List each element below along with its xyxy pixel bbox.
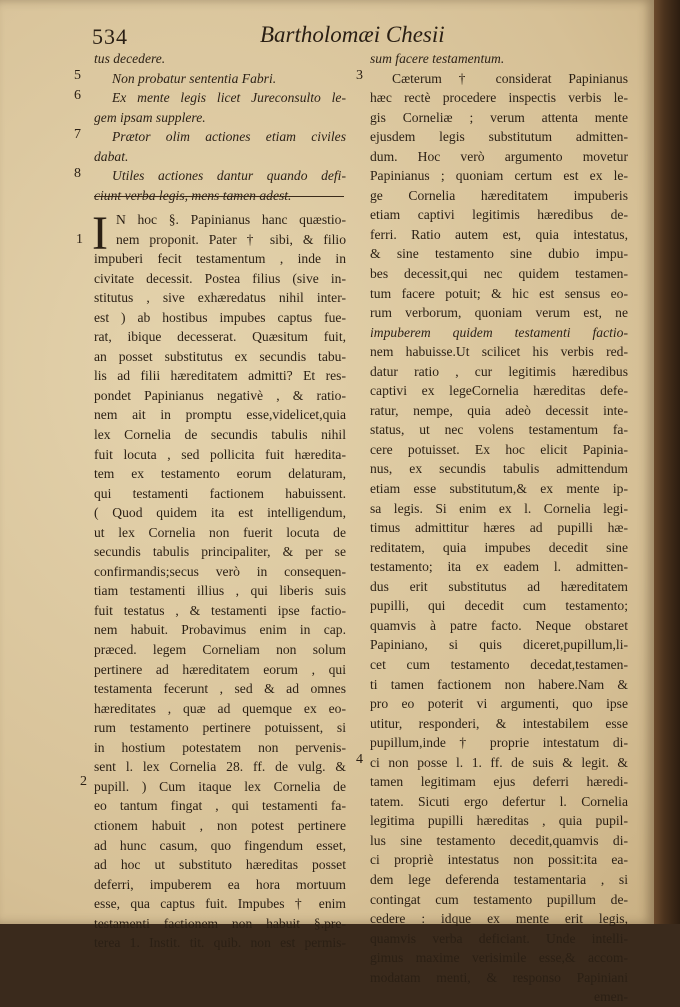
- text-line: ti tamen factionem non habere.Nam &: [370, 676, 628, 692]
- text-line: ge Cornelia hæreditatem impuberis: [370, 187, 628, 203]
- section-divider: [94, 196, 344, 197]
- text-line: tiam testamenti illius , qui liberis suis: [94, 583, 346, 599]
- text-line: contingat cum testamento pupillum de-: [370, 891, 628, 907]
- text-line: civitate decessit. Postea filius (sive in-: [94, 270, 346, 286]
- text-line: impuberem quidem testamenti factio-: [370, 324, 628, 340]
- right-body-text: [370, 49, 628, 1007]
- text-line: stitutus , sive exhæredatus nihil inter-: [94, 290, 346, 306]
- text-line: dus erit substitutus ad hæreditatem: [370, 578, 628, 594]
- text-line: pupilli, qui decedit cum testamento;: [370, 598, 628, 614]
- text-line: in hostium potestatem non pervenis-: [94, 739, 346, 755]
- text-line: impuberi fecit testamentum , inde in: [94, 251, 346, 267]
- text-line: bes decessit,qui nec quidem testamen-: [370, 266, 628, 282]
- summary-line: dabat.: [94, 148, 129, 164]
- text-line: rat, ibique decesserat. Quæsitum fuit,: [94, 329, 346, 345]
- summary-line: ciunt verba legis, mens tamen adest.: [94, 187, 292, 203]
- margin-number: 3: [356, 68, 363, 83]
- text-line: tum facere potuit; & hic est sensus eo-: [370, 285, 628, 301]
- text-line: lus sine testamento decedit,quamvis di-: [370, 832, 628, 848]
- text-line: pertinere ad hæreditatem eorum , qui: [94, 661, 346, 677]
- text-line: rum testamento pertinere potuissent, si: [94, 720, 346, 736]
- text-line: dem lege deferenda testamentaria , si: [370, 871, 628, 887]
- summary-number: 6: [74, 88, 81, 103]
- text-line: lis ad filii hæreditatem admitti? Et res-: [94, 368, 346, 384]
- text-line: cedere : idque ex mente erit legis,: [370, 911, 628, 927]
- text-line: modatam menti, & responso Papiniani: [370, 969, 628, 985]
- text-line: tatem. Sicuti ergo defertur l. Cornelia: [370, 793, 628, 809]
- text-line: ejusdem legis substitutum admitten-: [370, 129, 628, 145]
- text-line: præced. legem Corneliam non solum: [94, 642, 346, 658]
- text-line: qui testamenti factionem habuissent.: [94, 485, 346, 501]
- text-line: testamenti factionem non habuit §.pre-: [94, 915, 346, 931]
- text-line: nem habuit. Probavimus enim in cap.: [94, 622, 346, 638]
- text-line: gimus maxime verisimile esse,& accom-: [370, 950, 628, 966]
- text-line: ci propriè intestatus non possit:ita ea-: [370, 852, 628, 868]
- book-spine: [654, 0, 680, 924]
- text-line: quamvis verba deficiant. Unde intelli-: [370, 930, 628, 946]
- text-line: ad hunc casum, quo fingendum esset,: [94, 837, 346, 853]
- text-line: utitur, responderi, & intestabilem esse: [370, 715, 628, 731]
- summary-line: Utiles actiones dantur quando defi-: [112, 168, 346, 184]
- summary-line: Non probatur sententia Fabri.: [112, 70, 277, 86]
- text-line: ctionem habuit , non potest pertinere: [94, 817, 346, 833]
- text-line: pondet Papinianus negativè , & ratio-: [94, 387, 346, 403]
- text-line: datur ratio , cur legitimis hæredibus: [370, 363, 628, 379]
- running-head: Bartholomæi Chesii: [260, 22, 445, 47]
- text-line: ratur, nempe, quia adeò decessit inte-: [370, 402, 628, 418]
- text-line: sent l. lex Cornelia 28. ff. de vulg. &: [94, 759, 346, 775]
- text-line: nem proponit. Pater † sibi, & filio: [116, 231, 346, 247]
- text-line: ferri. Ratio autem est, quia intestatus,: [370, 226, 628, 242]
- text-line: dum. Hoc verò argumento movetur: [370, 148, 628, 164]
- text-line: gis Corneliæ ; verum attenta mente: [370, 109, 628, 125]
- drop-capital: I: [92, 207, 108, 260]
- text-line: secundis tabulis principaliter, & per se: [94, 544, 346, 560]
- text-line: Papinianus ; quoniam certum est ex le-: [370, 168, 628, 184]
- text-line: hæc rectè procedere inspectis verbis le-: [370, 90, 628, 106]
- text-line: sa legis. Si enim ex l. Cornelia legi-: [370, 500, 628, 516]
- text-line: reditatem, quia impubes decedit sine: [370, 539, 628, 555]
- text-line: captivi ex legeCornelia hæreditas defe-: [370, 383, 628, 399]
- summary-number: 5: [74, 68, 81, 83]
- text-line: legitima pupilli hæreditas , quia pupil-: [370, 813, 628, 829]
- summary-line: gem ipsam supplere.: [94, 109, 206, 125]
- text-line: hæreditates , quæ ad quemque ex eo-: [94, 700, 346, 716]
- text-line: deferri, impuberem ea hora mortuum: [94, 876, 346, 892]
- text-line: confirmandis;secus verò in consequen-: [94, 563, 346, 579]
- text-line: ut lex Cornelia non fuerit locuta de: [94, 524, 346, 540]
- catchword: emen-: [594, 989, 628, 1005]
- summary-number: 7: [74, 127, 81, 142]
- text-line: quamvis à patre facto. Neque obstaret: [370, 617, 628, 633]
- text-line: nus, ex secundis tabulis admittendum: [370, 461, 628, 477]
- text-line: terea 1. Instit. tit. quib. non est permis-: [94, 935, 346, 951]
- text-line: sum facere testamentum.: [370, 51, 505, 66]
- text-line: fuit testatus , & testamenti ipse factio-: [94, 602, 346, 618]
- margin-number: 1: [76, 232, 83, 247]
- text-line: Cæterum † considerat Papinianus: [392, 70, 628, 86]
- margin-number: 2: [80, 774, 87, 789]
- text-line: ( Quod quidem ita est intelligendum,: [94, 505, 346, 521]
- text-line: nem ait in promptu esse,videlicet,quia: [94, 407, 346, 423]
- text-line: eo tantum fingat , qui testamenti fa-: [94, 798, 346, 814]
- text-line: & sine testamento sine dubio impu-: [370, 246, 628, 262]
- text-line: etiam esse substitutum,& ex mente ip-: [370, 481, 628, 497]
- text-line: pupillum,inde † proprie intestatum di-: [370, 735, 628, 751]
- summary-line: Prætor olim actiones etiam civiles: [112, 129, 346, 145]
- left-body-text: [92, 207, 346, 953]
- text-line: Papiniano, si quis diceret,pupillum,li-: [370, 637, 628, 653]
- text-line: status, ut nec volens testamentum fa-: [370, 422, 628, 438]
- summary-number: 8: [74, 166, 81, 181]
- chapter-summaries: [94, 49, 346, 205]
- page-number: 534: [92, 24, 128, 49]
- text-line: testamento; ita ex eadem l. admitten-: [370, 559, 628, 575]
- text-line: testamenta fecerunt , sed & ad omnes: [94, 681, 346, 697]
- text-line: esse, qua captus fuit. Impubes † enim: [94, 896, 346, 912]
- text-line: an posset substitutus ex secundis tabu-: [94, 348, 346, 364]
- text-line: pupill. ) Cum itaque lex Cornelia de: [94, 778, 346, 794]
- text-line: ad hoc ut substituto hæreditas posset: [94, 857, 346, 873]
- text-line: ci non posse l. 1. ff. de suis & legit. &: [370, 754, 628, 770]
- text-line: nem habuisse.Ut scilicet his verbis red-: [370, 344, 628, 360]
- text-line: est ) ab hostibus impubes captus fue-: [94, 309, 346, 325]
- summary-line: tus decedere.: [94, 51, 166, 66]
- text-line: timus admittitur hæres ad pupilli hæ-: [370, 520, 628, 536]
- text-line: etiam captivi legitimis hæredibus de-: [370, 207, 628, 223]
- text-line: rum verborum, quoniam verum est, ne: [370, 305, 628, 321]
- text-line: tamen legitimam ejus deferri hæredi-: [370, 774, 628, 790]
- text-line: pro eo poterit vi argumenti, quo ipse: [370, 696, 628, 712]
- text-line: cere potuisset. Ex hoc elicit Papinia-: [370, 441, 628, 457]
- text-line: tem ex testamento eorum delaturam,: [94, 466, 346, 482]
- margin-number: 4: [356, 752, 363, 767]
- text-line: cet cum testamento decedat,testamen-: [370, 656, 628, 672]
- text-line: N hoc §. Papinianus hanc quæstio-: [116, 212, 346, 227]
- summary-line: Ex mente legis licet Jureconsulto le-: [112, 90, 346, 106]
- text-line: lex Cornelia de secundis tabulis nihil: [94, 427, 346, 443]
- text-line: fuit locuta , sed pollicita fuit hæredita-: [94, 446, 346, 462]
